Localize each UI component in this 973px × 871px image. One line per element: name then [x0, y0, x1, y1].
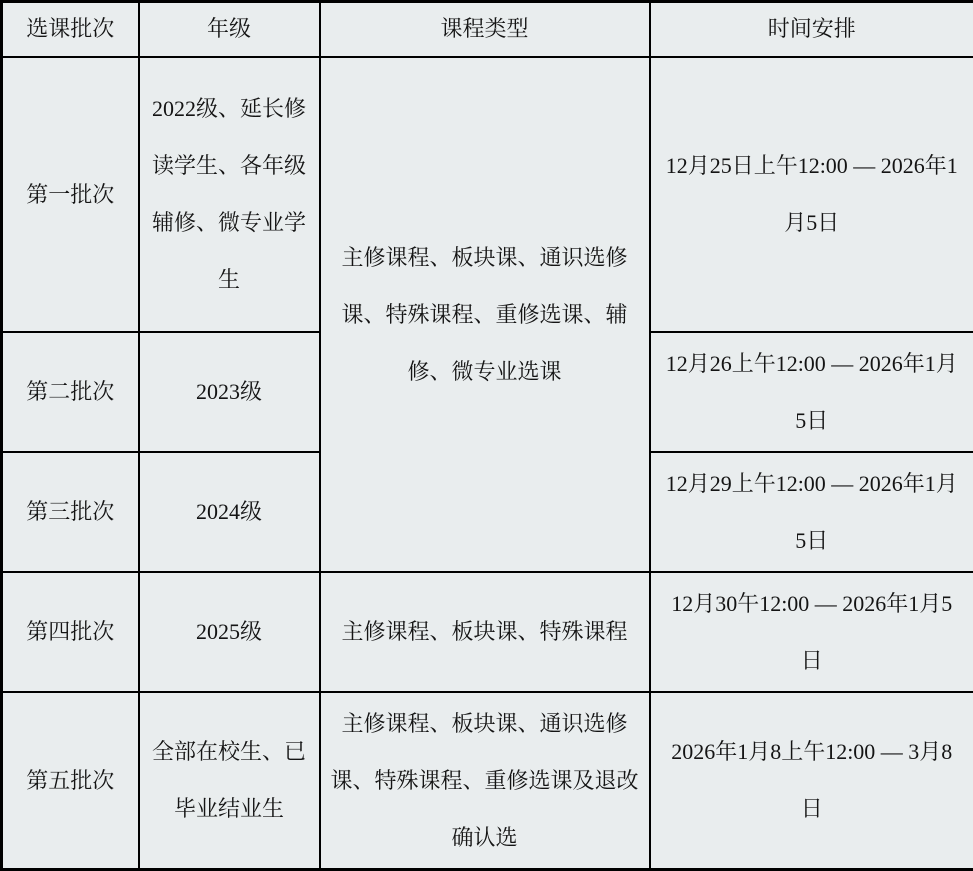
- batch-3-grade: 2024级: [139, 452, 320, 572]
- batch-1-time: 12月25日上午12:00 — 2026年1月5日: [650, 57, 973, 332]
- batch-1-grade: 2022级、延长修读学生、各年级辅修、微专业学生: [139, 57, 320, 332]
- batch-2-grade: 2023级: [139, 332, 320, 452]
- batch-4-label: 第四批次: [2, 572, 139, 692]
- table-row-batch-4: [2, 572, 973, 692]
- batch-2-label: 第二批次: [2, 332, 139, 452]
- batch-3-time: 12月29上午12:00 — 2026年1月5日: [650, 452, 973, 572]
- header-grade: 年级: [139, 2, 320, 57]
- batch-5-course-type: 主修课程、板块课、通识选修课、特殊课程、重修选课及退改确认选: [320, 692, 650, 870]
- batch-5-grade: 全部在校生、已毕业结业生: [139, 692, 320, 870]
- batch-5-label: 第五批次: [2, 692, 139, 870]
- batch-2-time: 12月26上午12:00 — 2026年1月5日: [650, 332, 973, 452]
- batch-1-label: 第一批次: [2, 57, 139, 332]
- batch-5-time: 2026年1月8上午12:00 — 3月8日: [650, 692, 973, 870]
- table-row-batch-5: [2, 692, 973, 870]
- table-row-batch-1: [2, 57, 973, 332]
- batch-4-grade: 2025级: [139, 572, 320, 692]
- header-row: [2, 2, 973, 57]
- header-course-type: 课程类型: [320, 2, 650, 57]
- batch-1-3-course-type: 主修课程、板块课、通识选修课、特殊课程、重修选课、辅修、微专业选课: [320, 57, 650, 572]
- batch-3-label: 第三批次: [2, 452, 139, 572]
- batch-4-time: 12月30午12:00 — 2026年1月5日: [650, 572, 973, 692]
- header-time: 时间安排: [650, 2, 973, 57]
- batch-4-course-type: 主修课程、板块课、特殊课程: [320, 572, 650, 692]
- header-batch: 选课批次: [2, 2, 139, 57]
